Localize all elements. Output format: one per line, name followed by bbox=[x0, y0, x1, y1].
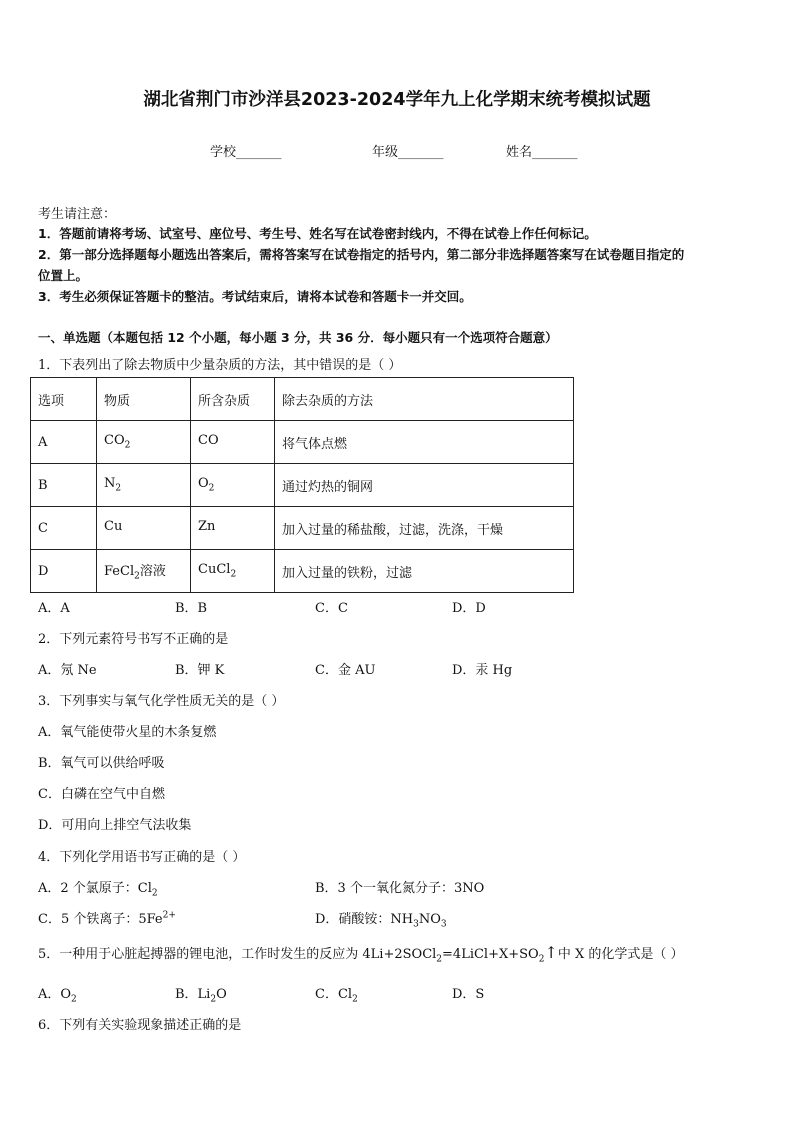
table-cell: B bbox=[31, 464, 97, 507]
option-a: A．氧气能使带火星的木条复燃 bbox=[38, 725, 217, 740]
school-field: 学校_______ bbox=[210, 145, 282, 160]
option-b: B．3 个一氧化氮分子：3NO bbox=[315, 881, 485, 896]
notice-heading: 考生请注意： bbox=[38, 207, 117, 222]
option-a: A．2 个氯原子：$Cl_2$ bbox=[38, 881, 158, 899]
table-row bbox=[31, 507, 574, 550]
table-row bbox=[31, 550, 574, 593]
table-cell: $N_2$ bbox=[97, 464, 191, 507]
up-arrow-icon: ↑ bbox=[544, 943, 558, 962]
table-cell: $CO_2$ bbox=[97, 421, 191, 464]
grade-field: 年级_______ bbox=[372, 145, 444, 160]
option-c: C．$Cl_2$ bbox=[315, 987, 358, 1005]
name-field: 姓名_______ bbox=[506, 145, 578, 160]
table-row bbox=[31, 464, 574, 507]
option-c: C．C bbox=[315, 601, 348, 616]
option-b: B．B bbox=[175, 601, 208, 616]
question-1-stem: 1．下表列出了除去物质中少量杂质的方法，其中错误的是（ ） bbox=[38, 358, 402, 373]
table-cell: C bbox=[31, 507, 97, 550]
question-5-stem: 5．一种用于心脏起搏器的锂电池，工作时发生的反应为 $4Li+2SOCl_2=4LiCl+X+SO_2↑$中 X 的化学式是（ ） bbox=[38, 943, 684, 965]
notice-item: 1．答题前请将考场、试室号、座位号、考生号、姓名写在试卷密封线内，不得在试卷上作任何标记。 bbox=[38, 226, 597, 241]
page-title: 湖北省荆门市沙洋县2023-2024学年九上化学期末统考模拟试题 bbox=[143, 90, 651, 110]
option-c: C．5 个铁离子：$5Fe^{2+}$ bbox=[38, 910, 176, 927]
option-b: B．钾 K bbox=[175, 663, 225, 678]
option-d: D．D bbox=[452, 601, 486, 616]
table-header-row bbox=[31, 378, 574, 421]
option-d: D．汞 Hg bbox=[452, 663, 513, 678]
table-header-cell: 选项 bbox=[31, 378, 97, 421]
table-cell: 加入过量的铁粉，过滤 bbox=[275, 550, 574, 593]
option-c: C．白磷在空气中自燃 bbox=[38, 787, 165, 802]
option-d: D．可用向上排空气法收集 bbox=[38, 818, 192, 833]
option-d: D．硝酸铵：$NH_3NO_3$ bbox=[315, 912, 447, 930]
table-cell: $O_2$ bbox=[191, 464, 275, 507]
option-a: A．氖 Ne bbox=[38, 663, 97, 678]
table-row bbox=[31, 421, 574, 464]
table-cell: Zn bbox=[191, 507, 275, 550]
option-a: A．A bbox=[38, 601, 70, 616]
table-cell: FeCl$_2$溶液 bbox=[97, 550, 191, 593]
notice-item: 2．第一部分选择题每小题选出答案后，需将答案写在试卷指定的括号内，第二部分非选择题答案写在试卷题目指定的 bbox=[38, 247, 685, 262]
notice-item: 3．考生必须保证答题卡的整洁。考试结束后，请将本试卷和答题卡一并交回。 bbox=[38, 289, 472, 304]
table-cell: D bbox=[31, 550, 97, 593]
notice-item: 位置上。 bbox=[38, 268, 89, 283]
section-heading: 一、单选题（本题包括 12 个小题，每小题 3 分，共 36 分．每小题只有一个选项符合题意） bbox=[38, 330, 558, 345]
option-d: D．S bbox=[452, 987, 485, 1002]
table-cell: 通过灼热的铜网 bbox=[275, 464, 574, 507]
option-c: C．金 AU bbox=[315, 663, 376, 678]
question-4-stem: 4．下列化学用语书写正确的是（ ） bbox=[38, 850, 246, 865]
table-cell: CuCl$_2$ bbox=[191, 550, 275, 593]
table-cell: Cu bbox=[97, 507, 191, 550]
table-cell: 将气体点燃 bbox=[275, 421, 574, 464]
option-b: B．$Li_2O$ bbox=[175, 987, 227, 1005]
table-header-cell: 除去杂质的方法 bbox=[275, 378, 574, 421]
question-2-stem: 2．下列元素符号书写不正确的是 bbox=[38, 632, 229, 647]
table-header-cell: 所含杂质 bbox=[191, 378, 275, 421]
table-cell: CO bbox=[191, 421, 275, 464]
question-6-stem: 6．下列有关实验现象描述正确的是 bbox=[38, 1018, 242, 1033]
table-header-cell: 物质 bbox=[97, 378, 191, 421]
table-cell: A bbox=[31, 421, 97, 464]
table-cell: 加入过量的稀盐酸，过滤，洗涤，干燥 bbox=[275, 507, 574, 550]
question-3-stem: 3．下列事实与氧气化学性质无关的是（ ） bbox=[38, 694, 285, 709]
question-1-table bbox=[30, 377, 574, 593]
option-a: A．$O_2$ bbox=[38, 987, 77, 1005]
option-b: B．氧气可以供给呼吸 bbox=[38, 756, 165, 771]
